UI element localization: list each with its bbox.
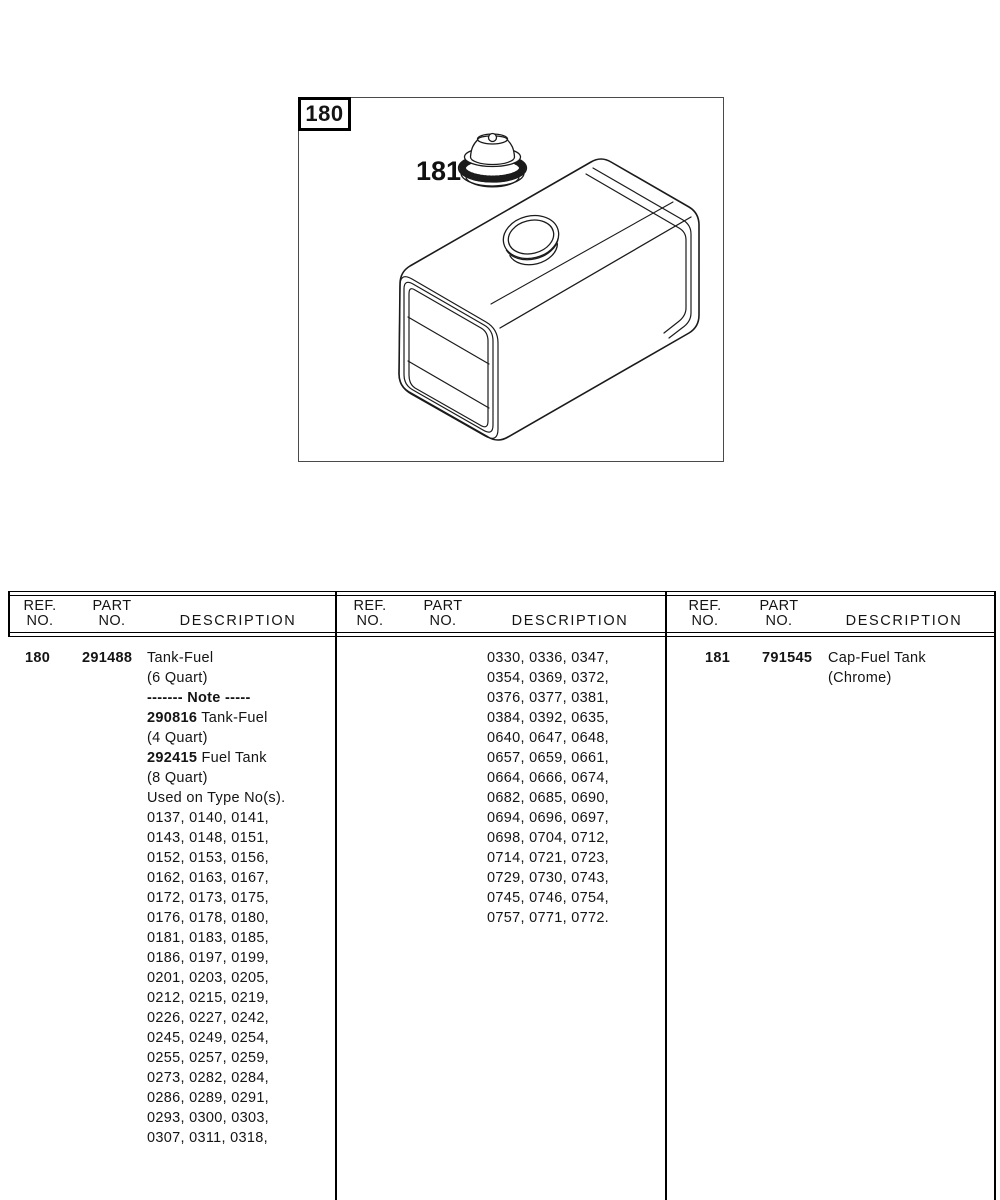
header-ref-line1: REF. [688,598,722,614]
header-description: DESCRIPTION [511,613,629,629]
description-line: 0137, 0140, 0141, [147,810,270,826]
header-separator-rule [8,632,996,637]
table-top-rule [8,591,996,596]
table-right-border [994,591,996,1200]
description-line: 0729, 0730, 0743, [487,870,610,886]
description-line: 0293, 0300, 0303, [147,1110,270,1126]
description-line: (8 Quart) [147,770,208,786]
part-no-cell: 791545 [762,650,813,666]
fuel-tank-drawing [399,159,699,440]
description-line: 0664, 0666, 0674, [487,770,610,786]
description-line: 0152, 0153, 0156, [147,850,270,866]
header-part-line1: PART [759,598,799,614]
fuel-tank-illustration [299,98,723,461]
description-line: 0376, 0377, 0381, [487,690,610,706]
description-line: 0181, 0183, 0185, [147,930,270,946]
description-cell [828,648,926,688]
description-line: 0330, 0336, 0347, [487,650,610,666]
description-line: 0245, 0249, 0254, [147,1030,270,1046]
description-line: 0212, 0215, 0219, [147,990,270,1006]
header-ref-line1: REF. [23,598,57,614]
header-part-line1: PART [423,598,463,614]
description-cell [147,648,285,1148]
description-line: 0640, 0647, 0648, [487,730,610,746]
description-line: 0698, 0704, 0712, [487,830,610,846]
part-callout-181: 181 [416,156,462,186]
part-no-cell: 291488 [82,650,133,666]
header-ref-line2: NO. [691,613,719,629]
description-line: 0682, 0685, 0690, [487,790,610,806]
header-part-line2: NO. [429,613,457,629]
description-line: 0226, 0227, 0242, [147,1010,270,1026]
description-line: 0384, 0392, 0635, [487,710,610,726]
column-divider-2 [665,591,667,1200]
header-description: DESCRIPTION [179,613,297,629]
description-line: 0307, 0311, 0318, [147,1130,268,1146]
description-line: 0354, 0369, 0372, [487,670,610,686]
figure-number-box: 180 [298,97,351,131]
description-line: 0286, 0289, 0291, [147,1090,270,1106]
description-line: 0745, 0746, 0754, [487,890,610,906]
description-line: (4 Quart) [147,730,208,746]
description-line: Tank-Fuel [147,650,214,666]
description-line: 0201, 0203, 0205, [147,970,270,986]
header-ref-line2: NO. [356,613,384,629]
header-part-line1: PART [92,598,132,614]
parts-table [8,591,996,1200]
header-part-line2: NO. [765,613,793,629]
header-ref-line2: NO. [26,613,54,629]
description-line: 0162, 0163, 0167, [147,870,270,886]
description-line: 0172, 0173, 0175, [147,890,270,906]
cap-vent-hole [489,134,497,142]
description-line: 0694, 0696, 0697, [487,810,610,826]
header-part-line2: NO. [98,613,126,629]
header-description: DESCRIPTION [845,613,963,629]
description-line: ------- Note ----- [147,690,251,706]
table-left-border [8,591,10,637]
column-divider-1 [335,591,337,1200]
figure-frame [298,97,724,462]
description-line: Used on Type No(s). [147,790,286,806]
description-line: 0657, 0659, 0661, [487,750,610,766]
description-cell [487,648,609,928]
fuel-cap-drawing [459,134,527,187]
ref-no-cell: 180 [25,650,51,666]
description-line: 0186, 0197, 0199, [147,950,270,966]
description-line: 0176, 0178, 0180, [147,910,270,926]
header-ref-line1: REF. [353,598,387,614]
description-line: (6 Quart) [147,670,208,686]
description-line: 290816 Tank-Fuel [147,710,268,726]
description-line: 0757, 0771, 0772. [487,910,610,926]
description-line: 0255, 0257, 0259, [147,1050,270,1066]
description-line: 0714, 0721, 0723, [487,850,610,866]
description-line: 292415 Fuel Tank [147,750,267,766]
description-line: 0273, 0282, 0284, [147,1070,270,1086]
description-line: Cap-Fuel Tank [828,650,926,666]
description-line: (Chrome) [828,670,892,686]
description-line: 0143, 0148, 0151, [147,830,270,846]
ref-no-cell: 181 [705,650,731,666]
